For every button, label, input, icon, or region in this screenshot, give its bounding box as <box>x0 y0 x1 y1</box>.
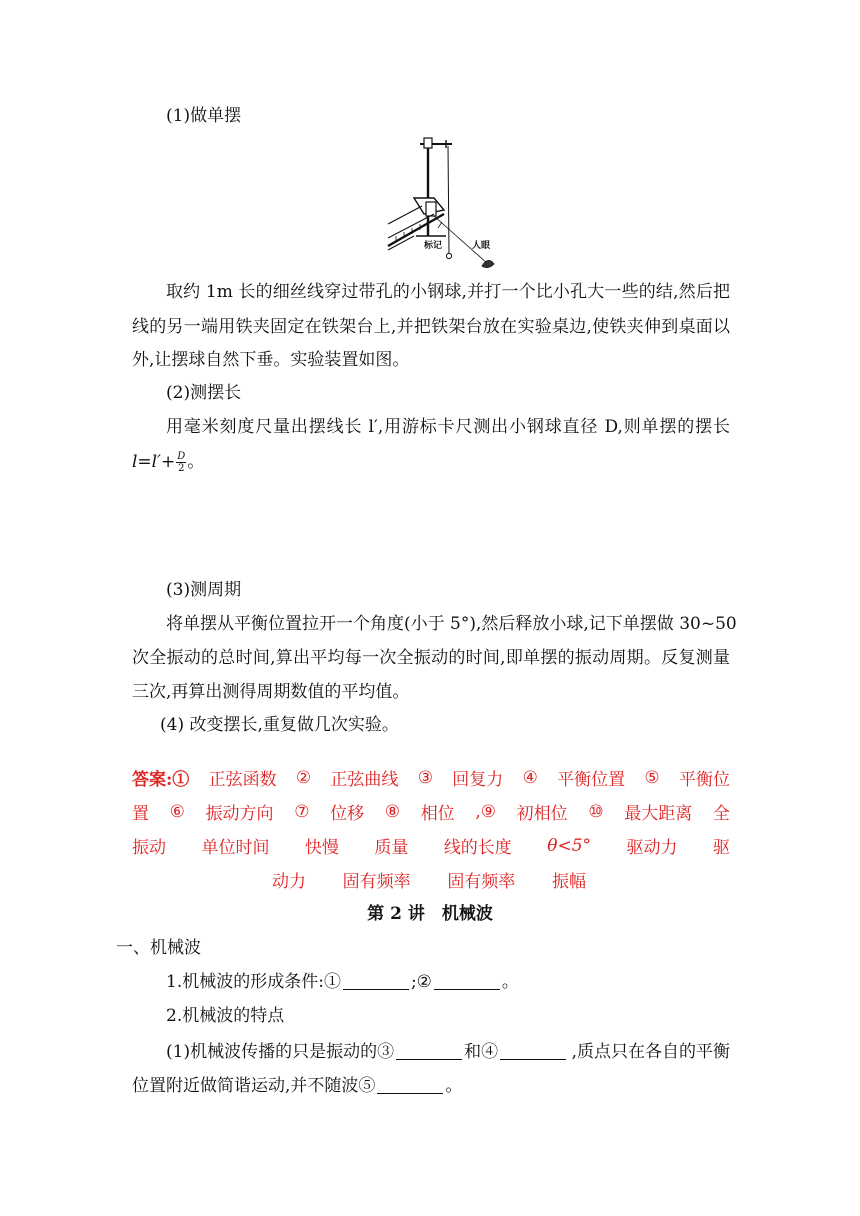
answer-item: 振动方向 <box>205 804 274 824</box>
step3-line3: 三次,再算出测得周期数值的平均值。 <box>132 682 410 702</box>
answer-item: 平衡位 <box>678 770 730 790</box>
answer-item: 置 <box>132 804 149 824</box>
answer-item: 全 <box>712 804 730 824</box>
answer-item: 固有频率 <box>447 872 516 892</box>
mark-label: 标记 <box>424 241 443 251</box>
blank-2[interactable] <box>434 971 500 990</box>
answer-row-1 <box>132 765 730 790</box>
answer-row-2 <box>132 799 730 824</box>
answer-item: 初相位 <box>516 804 568 824</box>
answer-item: 动力 <box>272 872 306 892</box>
answer-item: 驱 <box>712 838 730 858</box>
answer-item: ⑤ <box>644 767 660 788</box>
answer-item: ,⑨ <box>475 801 496 822</box>
answer-item: 平衡位置 <box>557 770 626 790</box>
step3-heading: (3)测周期 <box>166 580 242 600</box>
answer-item: 驱动力 <box>626 838 678 858</box>
step3-line2: 次全振动的总时间,算出平均每一次全振动的时间,即单摆的振动周期。反复测量 <box>132 648 730 668</box>
formula-numerator: D <box>177 451 186 462</box>
answer-item: ⑩ <box>588 801 604 822</box>
answer-label: 答案:① <box>132 770 190 790</box>
pendulum-apparatus-figure <box>386 132 498 272</box>
answer-item: 相位 <box>420 804 455 824</box>
answer-item: 回复力 <box>452 770 504 790</box>
answer-row-3 <box>132 833 730 858</box>
section-heading: 一、机械波 <box>116 938 201 958</box>
answer-item: 固有频率 <box>342 872 411 892</box>
answer-item: 最大距离 <box>624 804 693 824</box>
answer-item: 正弦曲线 <box>330 770 399 790</box>
answer-row-4 <box>272 867 586 892</box>
step2-formula <box>132 450 204 474</box>
answer-item: 线的长度 <box>443 838 512 858</box>
answer-item: 质量 <box>374 838 409 858</box>
step1-para-line3: 外,让摆球自然下垂。实验装置如图。 <box>132 350 410 370</box>
step2-line1: 用毫米刻度尺量出摆线长 l′,用游标卡尺测出小钢球直径 D,则单摆的摆长 <box>166 417 730 437</box>
blank-5[interactable] <box>377 1075 443 1094</box>
formula-denominator: 2 <box>178 463 185 474</box>
item1-line: 1.机械波的形成条件:① ;② 。 <box>166 972 519 992</box>
answer-item: ⑥ <box>169 801 185 822</box>
eye-label: 人眼 <box>472 241 491 251</box>
answer-item: ⑧ <box>384 801 401 822</box>
answer-item: θ<5° <box>547 835 592 856</box>
formula-left: l=l′+ <box>132 452 176 472</box>
blank-4[interactable] <box>500 1041 566 1060</box>
formula-fraction <box>176 451 186 474</box>
answer-item: 正弦函数 <box>208 770 277 790</box>
answer-item: 快慢 <box>304 838 339 858</box>
answer-item: 振动 <box>132 838 166 858</box>
item2-heading: 2.机械波的特点 <box>166 1006 285 1026</box>
step1-para-line1: 取约 1m 长的细丝线穿过带孔的小钢球,并打一个比小孔大一些的结,然后把 <box>166 282 730 302</box>
step2-heading: (2)测摆长 <box>166 383 242 403</box>
answer-item: ③ <box>417 767 433 788</box>
answer-item: 单位时间 <box>201 838 270 858</box>
step3-line1: 将单摆从平衡位置拉开一个角度(小于 5°),然后释放小球,记下单摆做 30~50 <box>166 614 737 634</box>
answer-item: 位移 <box>330 804 365 824</box>
step1-para-line2: 线的另一端用铁夹固定在铁架台上,并把铁架台放在实验桌边,使铁夹伸到桌面以 <box>132 317 730 337</box>
answer-item: ⑦ <box>294 801 310 822</box>
lecture-title: 第 2 讲 机械波 <box>367 904 493 924</box>
step1-heading: (1)做单摆 <box>166 106 242 126</box>
formula-end: 。 <box>187 452 205 472</box>
answer-item: 振幅 <box>551 872 586 892</box>
step4-line: (4) 改变摆长,重复做几次实验。 <box>160 715 399 735</box>
blank-1[interactable] <box>343 971 409 990</box>
answer-item: ② <box>295 767 312 788</box>
blank-3[interactable] <box>396 1041 462 1060</box>
item2-1-line2: 位置附近做简谐运动,并不随波⑤ 。 <box>132 1076 463 1096</box>
item2-1-line1: (1)机械波传播的只是振动的③ 和④ ,质点只在各自的平衡 <box>166 1042 730 1062</box>
answer-item: ④ <box>522 767 538 788</box>
